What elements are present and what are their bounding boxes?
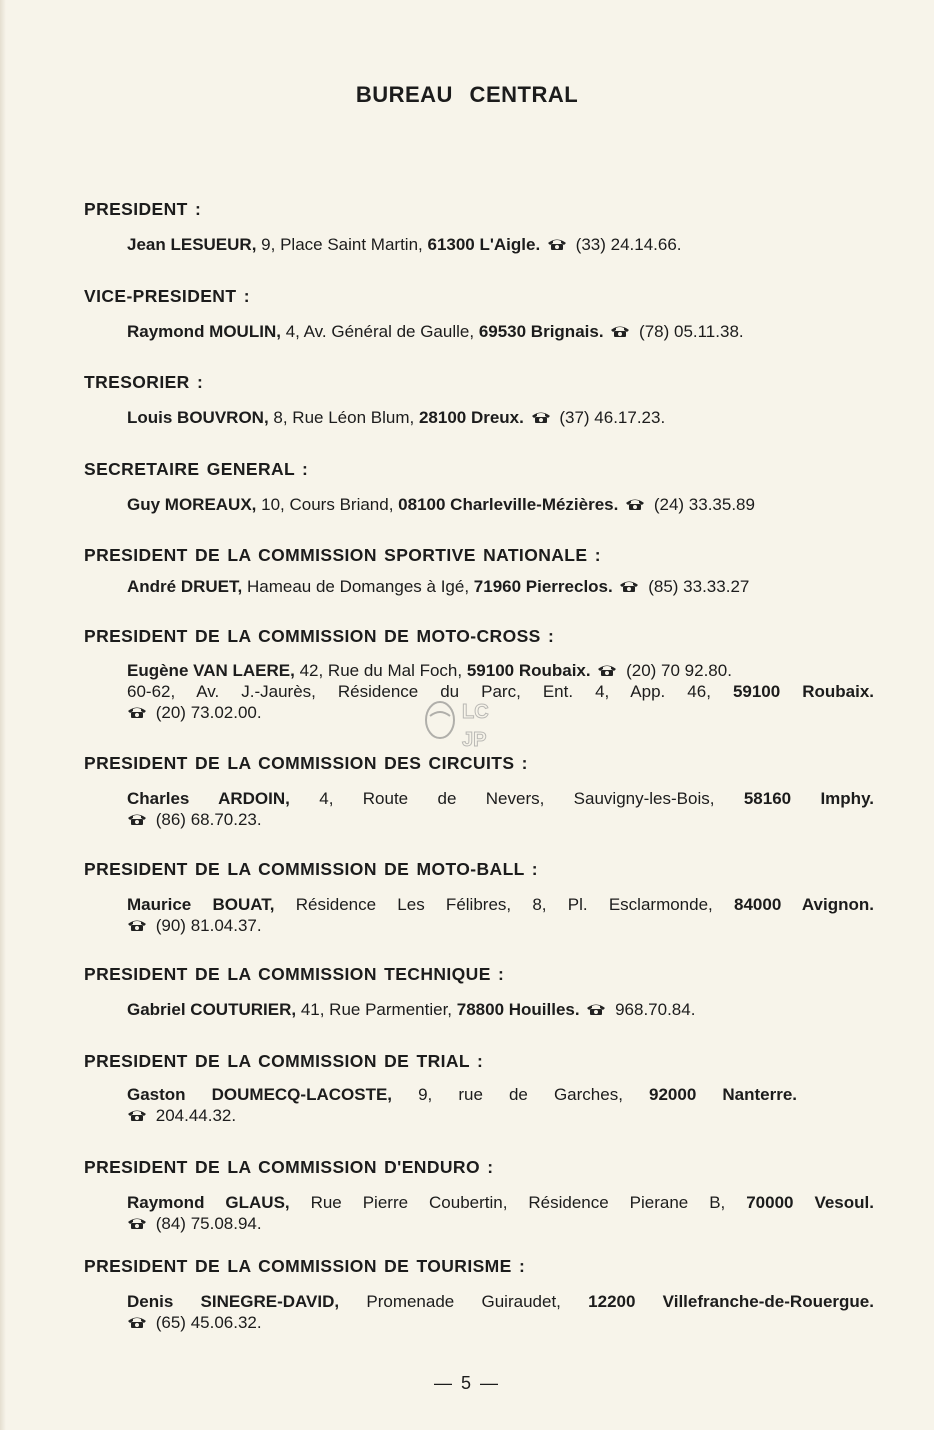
contact-name: Gaston DOUMECQ-LACOSTE, (127, 1085, 393, 1104)
contact-entry (127, 494, 874, 515)
contact-city: 61300 L'Aigle. (427, 235, 541, 254)
contact-address: Rue Pierre Coubertin, Résidence Pierane B, (310, 1193, 726, 1212)
contact-phone: (84) 75.08.94. (155, 1214, 262, 1233)
contact-line (127, 1291, 874, 1312)
contact-line (127, 1105, 797, 1126)
contact-name: Charles ARDOIN, (127, 789, 290, 808)
contact-line (127, 1084, 797, 1105)
contact-city: 78800 Houilles. (456, 1000, 580, 1019)
section-heading: PRESIDENT DE LA COMMISSION DE TRIAL : (84, 1051, 484, 1071)
section-vice-president (84, 285, 884, 342)
contact-phone: (33) 24.14.66. (575, 235, 682, 254)
telephone-icon (531, 411, 551, 424)
contact-address: 41, Rue Parmentier, (300, 1000, 453, 1019)
section-heading: PRESIDENT DE LA COMMISSION DES CIRCUITS : (84, 753, 528, 773)
contact-city: 71960 Pierreclos. (473, 577, 613, 596)
contact-entry (127, 999, 874, 1020)
section-motoball-commission (84, 858, 884, 936)
section-heading: PRESIDENT DE LA COMMISSION DE MOTO-CROSS : (84, 626, 555, 646)
contact-entry (127, 788, 874, 830)
contact-address: 8, Rue Léon Blum, (273, 408, 415, 427)
section-heading: PRESIDENT : (84, 199, 202, 219)
contact-address: 9, rue de Garches, (418, 1085, 623, 1104)
contact-phone-secondary: (20) 73.02.00. (155, 703, 262, 722)
section-heading: VICE-PRESIDENT : (84, 286, 250, 306)
contact-line (127, 915, 874, 936)
telephone-icon (586, 1003, 606, 1016)
page-title: BUREAU CENTRAL (355, 82, 579, 107)
contact-address: 4, Route de Nevers, Sauvigny-les-Bois, (319, 789, 715, 808)
contact-name: Guy MOREAUX, (127, 495, 257, 514)
telephone-icon (127, 813, 147, 826)
telephone-icon (610, 325, 630, 338)
contact-line (127, 894, 874, 915)
contact-name: Louis BOUVRON, (127, 408, 269, 427)
contact-phone: (65) 45.06.32. (155, 1313, 262, 1332)
contact-entry (127, 234, 874, 255)
section-heading: PRESIDENT DE LA COMMISSION DE MOTO-BALL : (84, 859, 538, 879)
contact-phone: (90) 81.04.37. (155, 916, 262, 935)
contact-address: 42, Rue du Mal Foch, (299, 661, 463, 680)
section-trial-commission (84, 1050, 884, 1126)
telephone-icon (127, 1109, 147, 1122)
contact-entry (127, 1291, 874, 1333)
contact-name: Raymond MOULIN, (127, 322, 281, 341)
contact-phone: (78) 05.11.38. (639, 322, 744, 341)
contact-name: Gabriel COUTURIER, (127, 1000, 297, 1019)
telephone-icon (127, 706, 147, 719)
contact-address: Résidence Les Félibres, 8, Pl. Esclarmonde, (295, 895, 713, 914)
page-number: — 5 — (433, 1373, 500, 1393)
contact-line (127, 660, 874, 681)
contact-address: Hameau de Domanges à Igé, (246, 577, 470, 596)
contact-address: 4, Av. Général de Gaulle, (285, 322, 475, 341)
section-heading: TRESORIER : (84, 372, 204, 392)
section-treasurer (84, 371, 884, 428)
contact-line (127, 1312, 874, 1333)
section-heading: PRESIDENT DE LA COMMISSION D'ENDURO : (84, 1157, 494, 1177)
contact-name: Jean LESUEUR, (127, 235, 257, 254)
contact-phone: (85) 33.33.27 (648, 577, 750, 596)
contact-phone: 968.70.84. (615, 1000, 696, 1019)
contact-entry (127, 321, 874, 342)
telephone-icon (547, 238, 567, 251)
contact-phone: (37) 46.17.23. (559, 408, 666, 427)
contact-name: André DRUET, (127, 577, 243, 596)
section-heading: PRESIDENT DE LA COMMISSION DE TOURISME : (84, 1256, 526, 1276)
svg-text:JP: JP (462, 729, 487, 751)
contact-entry (127, 1084, 797, 1126)
page-edge (0, 0, 6, 1430)
contact-city: 08100 Charleville-Mézières. (398, 495, 619, 514)
contact-entry (127, 1192, 874, 1234)
telephone-icon (625, 498, 645, 511)
contact-entry (127, 894, 874, 936)
section-circuits-commission (84, 752, 884, 830)
telephone-icon (597, 664, 617, 677)
contact-phone: (24) 33.35.89 (653, 495, 755, 514)
contact-entry (127, 407, 874, 428)
contact-line (127, 788, 874, 809)
contact-line (127, 1192, 874, 1213)
contact-line (127, 809, 874, 830)
telephone-icon (127, 1316, 147, 1329)
contact-entry (127, 576, 874, 597)
contact-name: Raymond GLAUS, (127, 1193, 290, 1212)
watermark-logo (418, 690, 514, 752)
section-technical-commission (84, 963, 884, 1020)
contact-city: 92000 Nanterre. (649, 1085, 797, 1104)
telephone-icon (127, 1217, 147, 1230)
telephone-icon (619, 580, 639, 593)
contact-city-secondary: 59100 Roubaix. (732, 682, 874, 701)
contact-address: Promenade Guiraudet, (366, 1292, 561, 1311)
contact-city: 69530 Brignais. (478, 322, 604, 341)
contact-address: 10, Cours Briand, (261, 495, 394, 514)
section-sporting-commission (84, 544, 884, 597)
section-heading: PRESIDENT DE LA COMMISSION TECHNIQUE : (84, 964, 505, 984)
contact-line (127, 1213, 874, 1234)
contact-city: 84000 Avignon. (734, 895, 874, 914)
contact-city: 59100 Roubaix. (466, 661, 591, 680)
section-enduro-commission (84, 1156, 884, 1234)
contact-name: Eugène VAN LAERE, (127, 661, 295, 680)
section-president (84, 198, 884, 255)
section-secretary-general (84, 458, 884, 515)
contact-phone: (20) 70 92.80. (626, 661, 732, 680)
contact-phone: (86) 68.70.23. (155, 810, 262, 829)
svg-text:LC: LC (462, 701, 489, 723)
section-heading: PRESIDENT DE LA COMMISSION SPORTIVE NATIONALE : (84, 545, 601, 565)
contact-name: Denis SINEGRE-DAVID, (127, 1292, 340, 1311)
contact-phone: 204.44.32. (155, 1106, 237, 1125)
telephone-icon (127, 919, 147, 932)
contact-address-secondary: 60-62, Av. J.-Jaurès, Résidence du Parc, Ent. 4, App. 46, (127, 682, 711, 701)
contact-address: 9, Place Saint Martin, (261, 235, 423, 254)
contact-name: Maurice BOUAT, (127, 895, 275, 914)
contact-city: 70000 Vesoul. (746, 1193, 874, 1212)
section-heading: SECRETAIRE GENERAL : (84, 459, 309, 479)
contact-city: 12200 Villefranche-de-Rouergue. (588, 1292, 874, 1311)
contact-city: 58160 Imphy. (743, 789, 874, 808)
contact-city: 28100 Dreux. (418, 408, 524, 427)
section-touring-commission (84, 1255, 884, 1333)
